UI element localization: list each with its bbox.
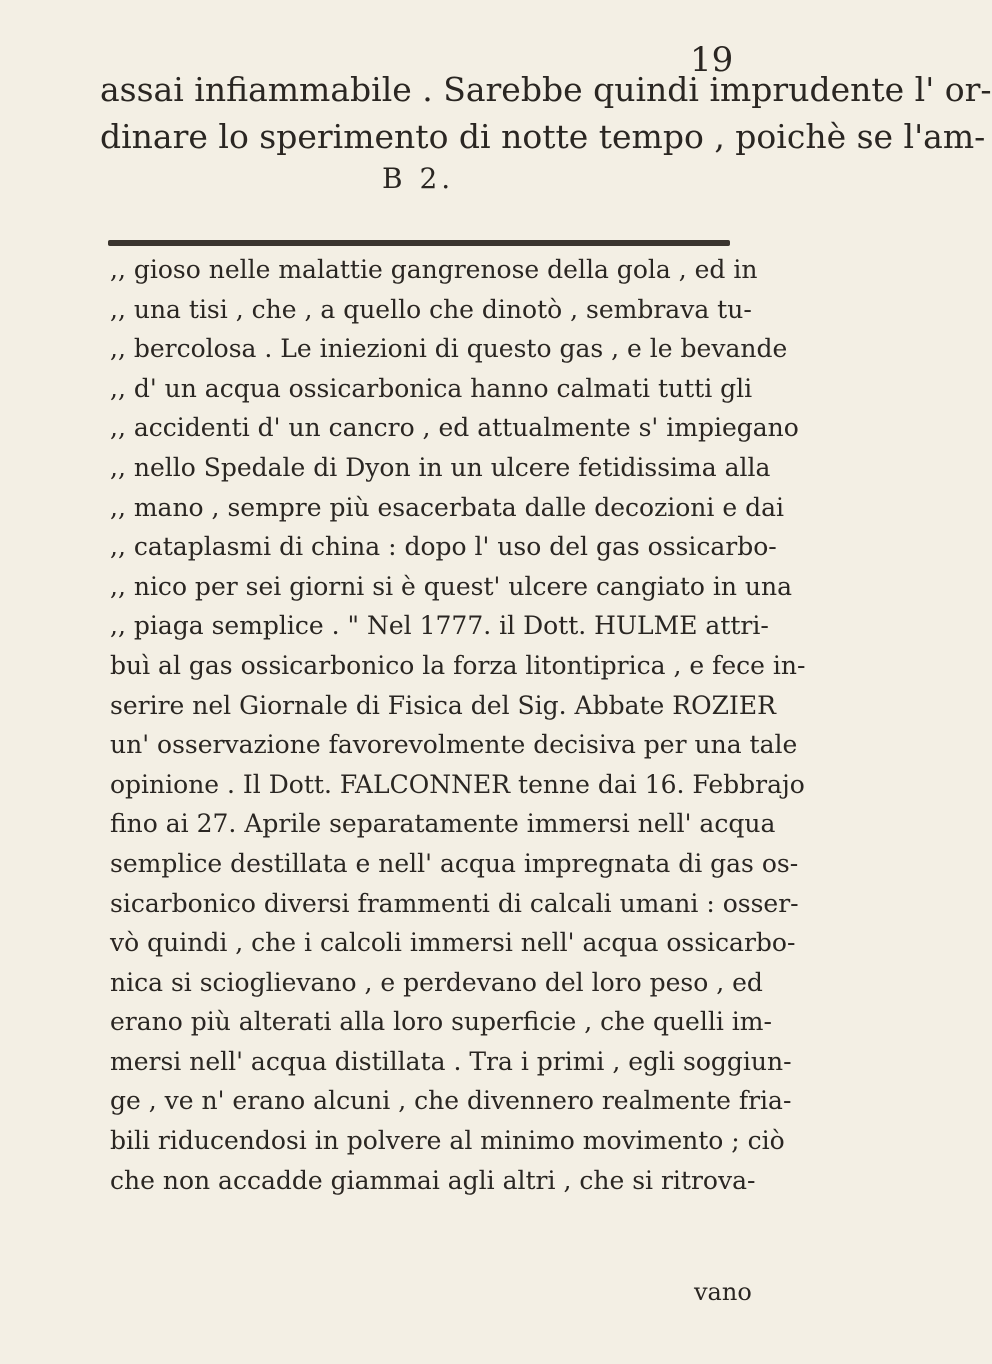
text-line: un' osservazione favorevolmente decisiva per una tale bbox=[110, 730, 798, 760]
footnote-body bbox=[110, 250, 806, 1200]
catchword: vano bbox=[694, 1278, 752, 1306]
text-line: ,, d' un acqua ossicarbonica hanno calmati tutti gli bbox=[110, 373, 753, 403]
text-line: nica si scioglievano , e perdevano del loro peso , ed bbox=[110, 967, 763, 997]
text-line: ,, una tisi , che , a quello che dinotò , sembrava tu- bbox=[110, 294, 752, 324]
text-line: ,, nico per sei giorni si è quest' ulcere cangiato in una bbox=[110, 571, 793, 601]
text-line: ,, piaga semplice . " Nel 1777. il Dott. HULME attri- bbox=[110, 611, 769, 641]
text-line: dinare lo sperimento di notte tempo , poichè se l'am- bbox=[100, 117, 986, 156]
text-line: opinione . Il Dott. FALCONNER tenne dai 16. Febbrajo bbox=[110, 769, 805, 799]
text-line: semplice destillata e nell' acqua impregnata di gas os- bbox=[110, 848, 799, 878]
horizontal-rule bbox=[108, 240, 730, 246]
text-line: sicarbonico diversi frammenti di calcali umani : osser- bbox=[110, 888, 799, 918]
text-line: bili riducendosi in polvere al minimo movimento ; ciò bbox=[110, 1126, 785, 1156]
text-line: mersi nell' acqua distillata . Tra i primi , egli soggiun- bbox=[110, 1046, 792, 1076]
text-line: ge , ve n' erano alcuni , che divennero realmente fria- bbox=[110, 1086, 792, 1116]
text-line: vò quindi , che i calcoli immersi nell' acqua ossicarbo- bbox=[110, 928, 796, 958]
text-line: assai infiammabile . Sarebbe quindi imprudente l' or- bbox=[100, 70, 992, 109]
text-line: ,, accidenti d' un cancro , ed attualmente s' impiegano bbox=[110, 413, 799, 443]
text-line: erano più alterati alla loro superficie , che quelli im- bbox=[110, 1007, 772, 1037]
text-line: serire nel Giornale di Fisica del Sig. Abbate ROZIER bbox=[110, 690, 776, 720]
text-line: ,, mano , sempre più esacerbata dalle decozioni e dai bbox=[110, 492, 784, 522]
text-line: fino ai 27. Aprile separatamente immersi nell' acqua bbox=[110, 809, 776, 839]
page-number: 19 bbox=[690, 40, 734, 80]
signature-mark: B 2. bbox=[382, 162, 455, 195]
text-line: ,, gioso nelle malattie gangrenose della gola , ed in bbox=[110, 255, 758, 284]
text-line: buì al gas ossicarbonico la forza litontiprica , e fece in- bbox=[110, 650, 806, 680]
text-line: ,, cataplasmi di china : dopo l' uso del gas ossicarbo- bbox=[110, 532, 777, 562]
top-paragraph bbox=[100, 66, 992, 160]
text-line: ,, bercolosa . Le iniezioni di questo gas , e le bevande bbox=[110, 334, 788, 364]
text-line: ,, nello Spedale di Dyon in un ulcere fetidissima alla bbox=[110, 452, 771, 482]
text-line: che non accadde giammai agli altri , che si ritrova- bbox=[110, 1165, 756, 1195]
